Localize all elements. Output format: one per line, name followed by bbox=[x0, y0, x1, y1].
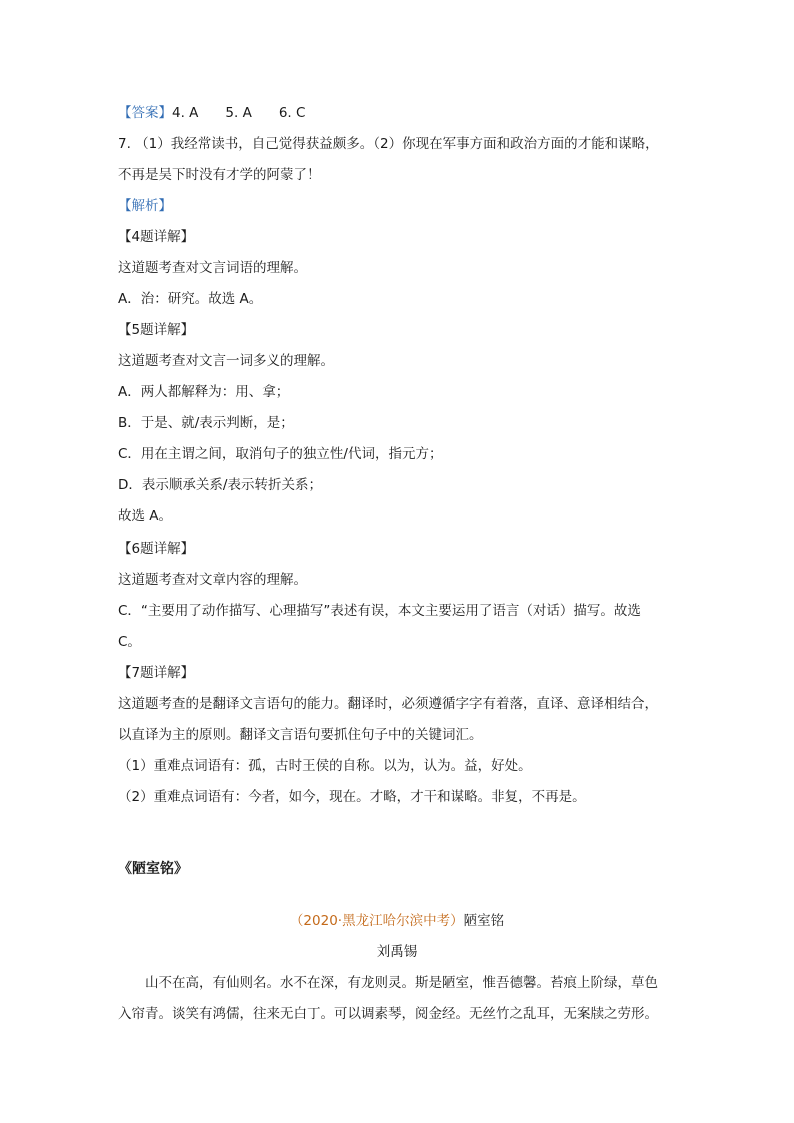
q7-answer-line-2: 不再是吴下时没有才学的阿蒙了！ bbox=[118, 167, 321, 183]
q5-line-4: C．用在主谓之间，取消句子的独立性/代词，指元方； bbox=[118, 446, 443, 462]
q7-line-2: 以直译为主的原则。翻译文言语句要抓住句子中的关键词汇。 bbox=[118, 727, 483, 743]
q7-line-4: （2）重难点词语有：今者，如今，现在。才略，才干和谋略。非复，不再是。 bbox=[118, 789, 586, 805]
poem-paragraph-line-1: 山不在高，有仙则名。水不在深，有龙则灵。斯是陋室，惟吾德馨。苔痕上阶绿，草色 bbox=[118, 975, 658, 991]
poem-author: 刘禹锡 bbox=[376, 944, 418, 960]
q6-line-3: C。 bbox=[118, 634, 141, 650]
q5-line-2: A．两人都解释为：用、拿； bbox=[118, 384, 290, 400]
q7-answer-line-1: 7. （1）我经常读书，自己觉得获益颇多。（2）你现在军事方面和政治方面的才能和谋略， bbox=[118, 136, 659, 152]
q7-line-3: （1）重难点词语有：孤，古时王侯的自称。以为，认为。益，好处。 bbox=[118, 758, 532, 774]
answer-label: 【答案】 bbox=[118, 105, 172, 121]
q7-heading: 【7题详解】 bbox=[118, 665, 195, 681]
poem-source: （2020·黑龙江哈尔滨中考） bbox=[289, 913, 464, 929]
q4-line-2: A．治：研究。故选 A。 bbox=[118, 291, 263, 307]
q5-line-6: 故选 A。 bbox=[118, 508, 173, 524]
q7-line-1: 这道题考查的是翻译文言语句的能力。翻译时，必须遵循字字有着落，直译、意译相结合， bbox=[118, 696, 658, 712]
answer-text: 4. A 5. A 6. C bbox=[172, 105, 306, 121]
section-title: 《陋室铭》 bbox=[118, 861, 188, 877]
q5-line-5: D．表示顺承关系/表示转折关系； bbox=[118, 477, 322, 493]
q5-line-1: 这道题考查对文言一词多义的理解。 bbox=[118, 353, 334, 369]
analysis-label: 【解析】 bbox=[118, 198, 172, 214]
poem-title: 陋室铭 bbox=[463, 913, 505, 929]
answer-line bbox=[118, 104, 688, 122]
q5-line-3: B．于是、就/表示判断，是； bbox=[118, 415, 294, 431]
q4-heading: 【4题详解】 bbox=[118, 229, 195, 245]
q6-line-1: 这道题考查对文章内容的理解。 bbox=[118, 572, 307, 588]
q6-heading: 【6题详解】 bbox=[118, 541, 195, 557]
poem-heading bbox=[0, 912, 794, 930]
q6-line-2: C．“主要用了动作描写、心理描写”表述有误，本文主要运用了语言（对话）描写。故选 bbox=[118, 603, 641, 619]
q5-heading: 【5题详解】 bbox=[118, 322, 195, 338]
poem-paragraph-line-2: 入帘青。谈笑有鸿儒，往来无白丁。可以调素琴，阅金经。无丝竹之乱耳，无案牍之劳形。 bbox=[118, 1006, 658, 1022]
q4-line-1: 这道题考查对文言词语的理解。 bbox=[118, 260, 307, 276]
